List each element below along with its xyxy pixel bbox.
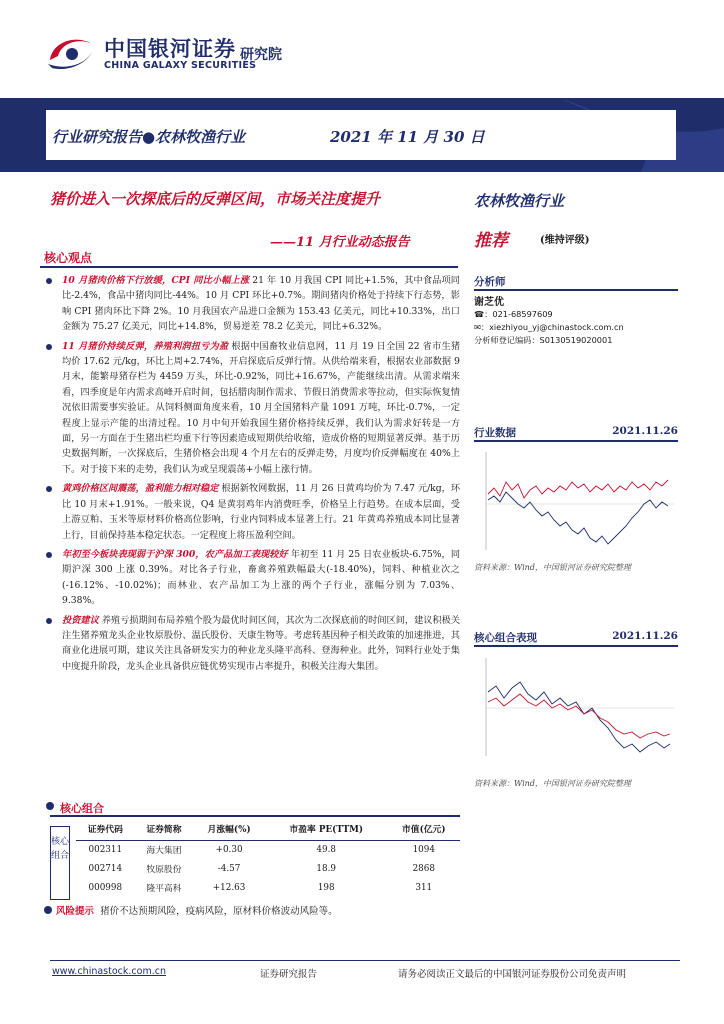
website-link[interactable]: www.chinastock.com.cn xyxy=(52,966,166,977)
risk-text: 猪价不达预期风险，疫病风险，原材料价格波动风险等。 xyxy=(100,906,338,917)
table-cell: +0.30 xyxy=(215,844,243,855)
chart-source: 资料来源：Wind，中国银河证券研究院整理 xyxy=(474,779,631,788)
portfolio-table xyxy=(76,818,460,897)
bullet-dot-icon xyxy=(46,618,52,624)
sector-name: 农林牧渔行业 xyxy=(474,192,565,210)
report-subtitle: ——11 月行业动态报告 xyxy=(270,235,410,250)
reg-number: S0130519020001 xyxy=(539,335,613,345)
table-cell: 000998 xyxy=(88,882,123,893)
portfolio-perf-date: 2021.11.26 xyxy=(612,630,678,642)
table-cell: 18.9 xyxy=(316,863,337,874)
brand-name-en: CHINA GALAXY SECURITIES xyxy=(104,60,257,71)
bullet-lead: 黄鸡价格区间震荡，盈利能力相对稳定 xyxy=(62,483,219,495)
table-cell: 1094 xyxy=(412,844,435,855)
email-icon: ✉： xyxy=(474,322,490,332)
core-views-heading: 核心观点 xyxy=(44,251,93,265)
disclaimer-note: 请务必阅读正文最后的中国银河证券股份公司免责声明 xyxy=(398,969,627,980)
bullet-item xyxy=(44,339,460,478)
portfolio-heading: 核心组合 xyxy=(60,802,104,815)
brand-name-cn: 中国银河证券 xyxy=(104,37,236,61)
table-cell: 311 xyxy=(415,882,433,893)
bullet-item xyxy=(44,273,460,335)
bullet-text: 21 年 10 月我国 CPI 同比+1.5%，其中食品项同比-2.4%，食品中猪肉同比-44%。10 月 CPI 环比+0.7%。期间猪肉价格处于持续下行态势，影响 CPI 猪肉环比下降 2%。10 月我国农产品进口金额为 153.43 亿美元，同比+10.33%，出口金额为 75.27 亿美元，同比+14.8%，贸易逆差 78.2 亿美元，同比+6.32%。 xyxy=(62,275,460,333)
analyst-email xyxy=(474,321,678,335)
bullet-item xyxy=(44,547,460,609)
column-header: 证券代码 xyxy=(76,818,135,840)
table-row xyxy=(76,840,460,859)
analyst-reg xyxy=(474,334,678,348)
footer-divider xyxy=(50,960,680,961)
bullet-text: 年初至 11 月 25 日农业板块-6.75%，同期沪深 300 上涨 0.39%。对比各子行业，畜禽养殖跌幅最大(-18.40%)，饲料、种植业次之(-16.12%、-10.02%)；而林业、农产品加工为上涨的两个子行业，涨幅分别为 7.03%、9.38%。 xyxy=(62,548,461,607)
risk-note xyxy=(44,903,338,917)
column-header: 市盈率 PE(TTM) xyxy=(265,818,388,840)
table-row xyxy=(76,878,460,897)
portfolio-side-label: 核心组合 xyxy=(50,826,70,900)
divider xyxy=(50,815,460,817)
bullet-lead: 年初至今板块表现弱于沪深 300，农产品加工表现较好 xyxy=(62,548,288,560)
portfolio-perf-heading: 核心组合表现 xyxy=(474,632,537,644)
index-line xyxy=(488,492,668,544)
benchmark-line xyxy=(488,694,670,738)
divider xyxy=(474,289,678,291)
table-cell: 002311 xyxy=(88,844,123,855)
bullet-dot-icon xyxy=(46,802,54,810)
divider xyxy=(474,645,678,647)
analyst-name: 谢芝优 xyxy=(474,297,504,308)
analyst-heading: 分析师 xyxy=(474,276,506,288)
bullet-item xyxy=(44,481,460,543)
table-cell: 002714 xyxy=(88,863,123,874)
bullet-dot-icon xyxy=(46,278,52,284)
table-cell: -4.57 xyxy=(217,863,241,874)
bullet-text: 根据中国畜牧业信息网，11 月 19 日全国 22 省市生猪均价 17.62 元/kg，环比上周+2.74%，开启探底后反弹行情。从供给端来看，根据农业部数据 9 月末，能繁母猪存栏为 4459 万头，环比-0.92%，同比+16.67%，产能继续出清。从需求端来看，四季度是年内需求高峰开启时间，包括腊肉制作需求、节假日消费需求等拉动，但实际恢复情况依旧需要事实验证。从饲料侧面角度来看，10 月全国猪料产量 1091 万吨，环比-0.7%，一定程度上显示产能的出清过程。10 月中旬开始我国生猪价格持续反弹，我们认为需求好转是一方面，另一方面在于生猪出栏均重下行等因素造成短期供给收缩，造成价格的短期显著反弹。基于历史数据判断，一次探底后，生猪价格会出现 4 个月左右的反弹走势，月度均价反弹幅度在 40%上下。对于接下来的走势，我们认为或呈现震荡+小幅上涨行情。 xyxy=(62,340,461,475)
bullet-item xyxy=(44,613,460,675)
bullet-dot-icon xyxy=(44,906,52,914)
email-address[interactable]: xiezhiyou_yj@chinastock.com.cn xyxy=(489,322,624,332)
department-label: 研究院 xyxy=(240,47,282,63)
chart-source: 资料来源：Wind，中国银河证券研究院整理 xyxy=(474,563,631,572)
phone-icon: ☎： xyxy=(474,309,493,319)
bullet-lead: 11 月猪价持续反弹，养殖利润扭亏为盈 xyxy=(62,340,229,352)
market-data-date: 2021.11.26 xyxy=(612,425,678,437)
table-cell: 198 xyxy=(317,882,335,893)
sector-line xyxy=(488,480,668,498)
bullet-dot-icon xyxy=(46,486,52,492)
market-data-chart xyxy=(474,442,678,560)
bullet-text: 养殖亏损期间布局养殖个股为最优时间区间，其次为二次探底前的时间区间，建议积极关注生猪养殖龙头企业牧原股份、温氏股份、天康生物等。考虑转基因种子相关政策的加速推进，其商业化进展可期，建议关注具备研发实力的种业龙头隆平高科、登海种业。此外，饲料行业处于集中度提升阶段，龙头企业具备供应链优势实现市占率提升，积极关注海大集团。 xyxy=(62,614,461,672)
column-header: 月涨幅(%) xyxy=(193,818,265,840)
reg-label: 分析师登记编码： xyxy=(474,335,540,345)
table-cell: 海大集团 xyxy=(146,846,182,857)
report-date: 2021 年 11 月 30 日 xyxy=(330,128,485,146)
column-header: 证券简称 xyxy=(135,818,194,840)
portfolio-perf-chart xyxy=(474,648,678,766)
core-bullets xyxy=(44,273,460,678)
analyst-phone xyxy=(474,308,678,322)
table-cell: +12.63 xyxy=(212,882,246,893)
table-cell: 2868 xyxy=(412,863,435,874)
bullet-text: 根据新牧网数据，11 月 26 日黄鸡均价为 7.47 元/kg，环比 10 月末+1.91%。一般来说，Q4 是黄羽鸡年内消费旺季，价格呈上行趋势。在成本层面，受上游豆粕、玉米等原材料价格高位影响，行业内饲料成本显著上行。21 年黄鸡养殖成本同比显著上行，目前保持基本稳定状态。一定程度上将压盈利空间。 xyxy=(62,483,461,541)
table-cell: 牧原股份 xyxy=(146,865,182,875)
footer-label: 证券研究报告 xyxy=(260,969,318,980)
bullet-dot-icon xyxy=(46,552,52,558)
divider xyxy=(40,266,458,268)
column-header: 市值(亿元) xyxy=(388,818,460,840)
report-type: 行业研究报告●农林牧渔行业 xyxy=(52,128,246,146)
table-row xyxy=(76,859,460,878)
rating-note: (维持评级) xyxy=(540,235,590,246)
phone-number: 021-68597609 xyxy=(492,309,553,319)
bullet-lead: 10 月猪肉价格下行放缓，CPI 同比小幅上涨 xyxy=(62,275,250,286)
market-data-heading: 行业数据 xyxy=(474,427,516,439)
rating: 推荐 xyxy=(474,231,508,251)
table-cell: 49.8 xyxy=(316,844,337,855)
risk-lead: 风险提示 xyxy=(56,906,95,917)
galaxy-logo-icon xyxy=(42,30,98,78)
bullet-lead: 投资建议 xyxy=(62,614,99,626)
table-cell: 隆平高科 xyxy=(146,884,182,894)
bullet-dot-icon xyxy=(46,344,52,350)
table-header-row xyxy=(76,818,460,840)
report-title: 猪价进入一次探底后的反弹区间，市场关注度提升 xyxy=(50,190,381,208)
portfolio-line xyxy=(488,682,670,752)
